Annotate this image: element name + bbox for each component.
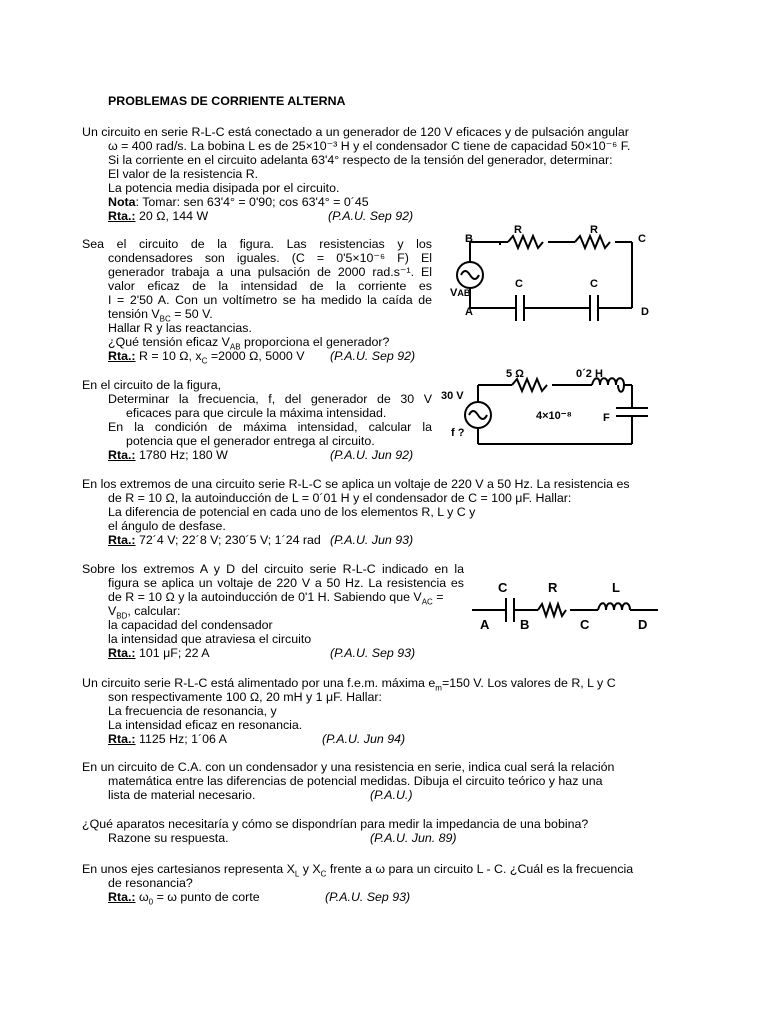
p8-source: (P.A.U. Jun. 89) [370, 831, 457, 845]
p3-source: (P.A.U. Jun 92) [330, 448, 414, 462]
p6-text: Un circuito serie R-L-C está alimentado por una f.e.m. máxima e [82, 676, 436, 690]
nota-label: Nota [108, 195, 136, 209]
rta-label: Rta.: [108, 732, 136, 746]
label-inductance: 0´2 H [576, 368, 603, 380]
label-r2: R [590, 224, 598, 236]
p3-line: En la condición de máxima intensidad, calcular la [108, 420, 432, 434]
p1-answer [108, 209, 208, 223]
p5-line: Sobre los extremos A y D del circuito serie R-L-C indicado en la [82, 562, 464, 576]
p4-line: La diferencia de potencial en cada uno de los elementos R, L y C y [108, 505, 476, 519]
rta-label: Rta.: [108, 349, 136, 363]
p5-text: V [108, 604, 117, 618]
label-a: A [480, 617, 490, 632]
p6-answer [108, 732, 227, 746]
rta-label: Rta.: [108, 890, 136, 904]
p2-line: Hallar R y las reactancias. [108, 321, 252, 335]
p9-answer [108, 890, 260, 909]
p6-line: La intensidad eficaz en resonancia. [108, 718, 303, 732]
p2-text: ¿Qué tensión eficaz V [108, 335, 230, 349]
rta-text: 101 μF; 22 A [135, 646, 210, 660]
p9-text: En unos ejes cartesianos representa X [82, 862, 295, 876]
p2-sub: BC [159, 314, 171, 324]
p9-sub: L [294, 869, 300, 879]
rta-sub: C [201, 356, 208, 366]
p5-text: , calcular: [127, 604, 181, 618]
p3-line: eficaces para que circule la máxima intensidad. [126, 406, 387, 420]
sine-icon [461, 271, 479, 279]
p4-line: el ángulo de desfase. [108, 519, 226, 533]
rta-text: =2000 Ω, 5000 V [207, 349, 305, 363]
rta-label: Rta.: [108, 448, 136, 462]
p1-note [108, 195, 369, 209]
p5-line: la capacidad del condensador [108, 618, 273, 632]
sine-icon [469, 411, 487, 419]
p6-text: =150 V. Los valores de R, L y C [441, 676, 616, 690]
label-ab: AB [457, 288, 471, 298]
label-b: B [465, 233, 473, 245]
p2-line: valor eficaz de la intensidad de la corriente es [108, 279, 432, 293]
resistor-r2 [575, 236, 610, 248]
p7-line: En un circuito de C.A. con un condensador y una resistencia en serie, indica cual será la relación [82, 760, 615, 774]
p1-line: El valor de la resistencia R. [108, 167, 259, 181]
p3-answer [108, 448, 228, 462]
p5-text: = [432, 590, 444, 604]
p9-text: frente a ω para un circuito L - C. ¿Cuál es la frecuencia [326, 862, 634, 876]
label-a: A [465, 306, 473, 318]
p6-source: (P.A.U. Jun 94) [322, 732, 406, 746]
p1-source: (P.A.U. Sep 92) [328, 209, 414, 223]
p7-source: (P.A.U.) [370, 788, 413, 802]
p2-line: generador trabaja a una pulsación de 2000 rad.s⁻¹. El [108, 265, 432, 279]
p5-source: (P.A.U. Sep 93) [330, 646, 416, 660]
p4-source: (P.A.U. Jun 93) [330, 533, 414, 547]
p5-answer [108, 646, 210, 660]
label-r1: R [514, 224, 522, 236]
inductor [598, 603, 630, 610]
rta-text: = ω punto de corte [153, 890, 260, 904]
p9-line: de resonancia? [108, 876, 193, 890]
p3-line: En el circuito de la figura, [82, 378, 222, 392]
rta-text: 1125 Hz; 1´06 A [135, 732, 227, 746]
rta-label: Rta.: [108, 646, 136, 660]
label-voltage: 30 V [441, 390, 464, 402]
p2-text: tensión V [108, 307, 160, 321]
rta-sub: 0 [148, 897, 154, 907]
label-v: V [450, 287, 458, 299]
p7-line: lista de material necesario. [108, 788, 256, 802]
inductor [592, 378, 624, 392]
label-b: B [520, 617, 530, 632]
label-d: D [638, 617, 648, 632]
rta-label: Rta.: [108, 533, 136, 547]
p9-source: (P.A.U. Sep 93) [325, 890, 411, 904]
p2-text: proporciona el generador? [240, 335, 390, 349]
nota-text: : Tomar: sen 63'4° = 0'90; cos 63'4° = 0´45 [135, 195, 369, 209]
rta-text: ω [135, 890, 149, 904]
p3-line: Determinar la frecuencia, f, del generador de 30 V [108, 392, 432, 406]
p2-line: Sea el circuito de la figura. Las resistencias y los [82, 237, 432, 251]
p8-line: ¿Qué aparatos necesitaría y cómo se dispondrían para medir la impedancia de una bobina? [82, 817, 589, 831]
p1-line: La potencia media disipada por el circuito. [108, 181, 340, 195]
p9-text: y X [299, 862, 321, 876]
p5-line: figura se aplica un voltaje de 220 V a 50 Hz. La resistencia es [108, 576, 464, 590]
circuit-figure-5 [470, 596, 660, 626]
p8-line: Razone su respuesta. [108, 831, 229, 845]
label-d: D [641, 306, 649, 318]
resistor-r1 [508, 236, 543, 248]
p6-line: La frecuencia de resonancia, y [108, 704, 277, 718]
label-c-node: C [580, 617, 590, 632]
wire [500, 242, 508, 245]
p2-text: = 50 V. [170, 307, 213, 321]
label-c1: C [515, 278, 523, 290]
p1-line: Un circuito en serie R-L-C está conectado a un generador de 120 V eficaces y de pulsación angular [82, 125, 629, 139]
p3-line: potencia que el generador entrega al circuito. [126, 434, 375, 448]
rta-text: 72´4 V; 22´8 V; 230´5 V; 1´24 rad [135, 533, 321, 547]
p5-sub: AC [421, 597, 433, 607]
label-c: C [638, 233, 646, 245]
page-title: PROBLEMAS DE CORRIENTE ALTERNA [108, 94, 346, 108]
p5-sub: BD [116, 611, 128, 621]
rta-label: Rta.: [108, 209, 136, 223]
resistor [512, 379, 547, 391]
label-frequency: f ? [451, 427, 465, 439]
circuit-figure-2 [440, 220, 660, 330]
p5-text: de R = 10 Ω y la autoinducción de 0'1 H. Sabiendo que V [108, 590, 422, 604]
resistor [538, 604, 566, 616]
p9-sub: C [320, 869, 327, 879]
label-r: R [548, 580, 558, 595]
label-capacitance: 4×10⁻⁸ [536, 410, 572, 422]
p6-sub: m [435, 683, 442, 693]
p2-answer [108, 349, 305, 368]
p7-line: matemática entre las diferencias de potencial medidas. Dibuja el circuito teórico y haz una [108, 774, 603, 788]
p6-line: son respectivamente 100 Ω, 20 mH y 1 μF. Hallar: [108, 690, 382, 704]
p4-answer [108, 533, 321, 547]
label-c2: C [590, 278, 598, 290]
p4-line: de R = 10 Ω, la autoinducción de L = 0´01 H y el condensador de C = 100 μF. Hallar: [108, 491, 572, 505]
rta-text: R = 10 Ω, x [135, 349, 202, 363]
label-c: C [498, 580, 508, 595]
label-farad: F [603, 412, 610, 424]
rta-text: 20 Ω, 144 W [135, 209, 209, 223]
p5-line: la intensidad que atraviesa el circuito [108, 632, 312, 646]
p4-line: En los extremos de una circuito serie R-L-C se aplica un voltaje de 220 V a 50 Hz. La resistencia es [82, 477, 630, 491]
p2-sub: AB [229, 342, 241, 352]
p1-line: Si la corriente en el circuito adelanta 63'4° respecto de la tensión del generador, determinar: [108, 153, 613, 167]
label-resistance: 5 Ω [506, 368, 524, 380]
p2-line: I = 2'50 A. Con un voltímetro se ha medido la caída de [108, 293, 432, 307]
p2-line: condensadores son iguales. (C = 0'5×10⁻⁶ F) El [108, 251, 432, 265]
label-l: L [612, 580, 620, 595]
label-vab [450, 287, 470, 299]
p1-line: ω = 400 rad/s. La bobina L es de 25×10⁻³ H y el condensador C tiene de capacidad 50×10⁻⁶ F. [108, 139, 631, 153]
rta-text: 1780 Hz; 180 W [135, 448, 228, 462]
p2-source: (P.A.U. Sep 92) [330, 349, 416, 363]
